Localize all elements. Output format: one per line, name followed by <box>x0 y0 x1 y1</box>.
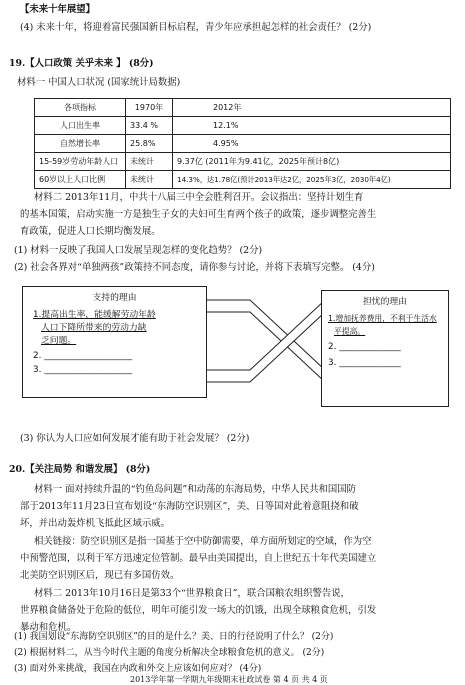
table-cell: 14.3%，达1.78亿(预计2013年达2亿，2025年3亿，2030年4亿) <box>173 171 451 189</box>
q20-link-line: 中预警范围，以利于军方迅速定位管制。最早由美国提出，自上世纪五十年代美国建立 <box>20 553 377 564</box>
table-cell: 4.95% <box>173 135 451 153</box>
support-reasons-box <box>22 286 207 398</box>
support-reason-1: 乏问题。 <box>41 335 77 346</box>
q20-material1-line: 坏，并出动轰炸机飞抵此区域示威。 <box>20 518 171 529</box>
table-header-cell: 2012年 <box>173 99 451 117</box>
q19-title: 19.【人口政策 关乎未来 】 (8分) <box>9 58 154 69</box>
worry-box-title: 担忧的理由 <box>363 297 407 307</box>
q20-sub1: (1) 我国划设“东海防空识别区”的目的是什么？美、日的行径说明了什么？ (2分) <box>14 632 334 642</box>
q19-material2-line: 的基本国策，启动实施一方是独生子女的夫妇可生育两个孩子的政策，逐步调整完善生 <box>20 209 377 220</box>
q20-material2-line: 材料二 2013年10月16日是第33个“世界粮食日”，联合国粮农组织警告说， <box>34 588 350 599</box>
q20-link-line: 相关链接：防空识别区是指一国基于空中防御需要，单方面所划定的空域，作为空 <box>34 536 372 547</box>
table-cell: 未统计 <box>126 171 173 189</box>
worry-reason-1: 平提高。 <box>334 326 366 336</box>
table-cell: 未统计 <box>126 153 173 171</box>
q20-sub3: (3) 面对外来挑战，我国在内政和外交上应该如何应对？ (4分) <box>14 664 262 674</box>
table-cell: 25.8% <box>126 135 173 153</box>
table-cell: 33.4 % <box>126 117 173 135</box>
support-reason-1: 人口下降所带来的劳动力缺 <box>41 322 147 333</box>
worry-reason-1: 1.增加抚养费用，不利于生活水 <box>328 313 437 323</box>
q20-title: 20.【关注局势 和谐发展】 (8分) <box>9 464 151 475</box>
q20-material1-line: 材料一 面对持续升温的“钓鱼岛问题”和动荡的东海局势，中华人民共和国国防 <box>34 484 356 495</box>
q20-material2-line: 暴动和危机。 <box>20 622 77 633</box>
section-heading-future: 【未来十年展望】 <box>20 4 96 15</box>
q20-material1-line: 部于2013年11月23日宣布划设“东海防空识别区”，美、日等国对此着意阻挠和破 <box>20 501 359 512</box>
worry-reasons-box <box>321 290 449 407</box>
support-box-title: 支持的理由 <box>92 293 137 303</box>
q19-material2-line: 育政策，促进人口长期均衡发展。 <box>20 226 161 237</box>
worry-blank-2[interactable]: 2. ______________ <box>328 342 401 353</box>
table-header-cell: 各项指标 <box>35 99 126 117</box>
q19-sub3: (3) 你认为人口应如何发展才能有助于社会发展？ (2分) <box>20 433 250 444</box>
q20-material2-line: 世界粮食储备处于危险的低位，明年可能引发一场大的饥饿，出现全球粮食危机，引发 <box>20 605 377 616</box>
support-blank-3[interactable]: 3. ____________________ <box>33 364 133 375</box>
support-blank-2[interactable]: 2. ____________________ <box>33 350 133 361</box>
table-header-cell: 1970年 <box>126 99 173 117</box>
q19-material1-title: 材料一 中国人口状况 (国家统计局数据) <box>17 77 181 88</box>
q19-sub1: (1) 材料一反映了我国人口发展呈现怎样的变化趋势？ (2分) <box>14 245 263 256</box>
support-reason-1: 1.提高出生率，能缓解劳动年龄 <box>33 309 156 320</box>
table-cell: 60岁以上人口比例 <box>35 171 126 189</box>
q20-link-line: 北美防空识别区后，现已有多国仿效。 <box>20 570 180 581</box>
table-cell: 12.1% <box>173 117 451 135</box>
worry-blank-3[interactable]: 3. ______________ <box>328 358 401 369</box>
question-4: (4) 未来十年，将迎着富民强国新目标启程，青少年应承担起怎样的社会责任？ (2分) <box>20 22 372 33</box>
table-cell: 人口出生率 <box>35 117 126 135</box>
table-cell: 自然增长率 <box>35 135 126 153</box>
q19-material2-line: 材料二 2013年11月，中共十八届三中全会胜利召开。会议指出：坚持计划生育 <box>34 192 364 203</box>
q20-sub2: (2) 根据材料二，从当今时代主题的角度分析解决全球粮食危机的意义。 (2分) <box>14 648 325 658</box>
table-cell: 9.37亿 (2011年为9.41亿，2025年预计8亿) <box>173 153 451 171</box>
table-cell: 15-59岁劳动年龄人口 <box>35 153 126 171</box>
q19-sub2: (2) 社会各界对“单独两孩”政策持不同态度，请你参与讨论，并将下表填写完整。 (4分) <box>14 262 375 273</box>
page-footer: 2013学年第一学期九年级期末社政试卷 第 4 页 共 4 页 <box>130 675 328 684</box>
